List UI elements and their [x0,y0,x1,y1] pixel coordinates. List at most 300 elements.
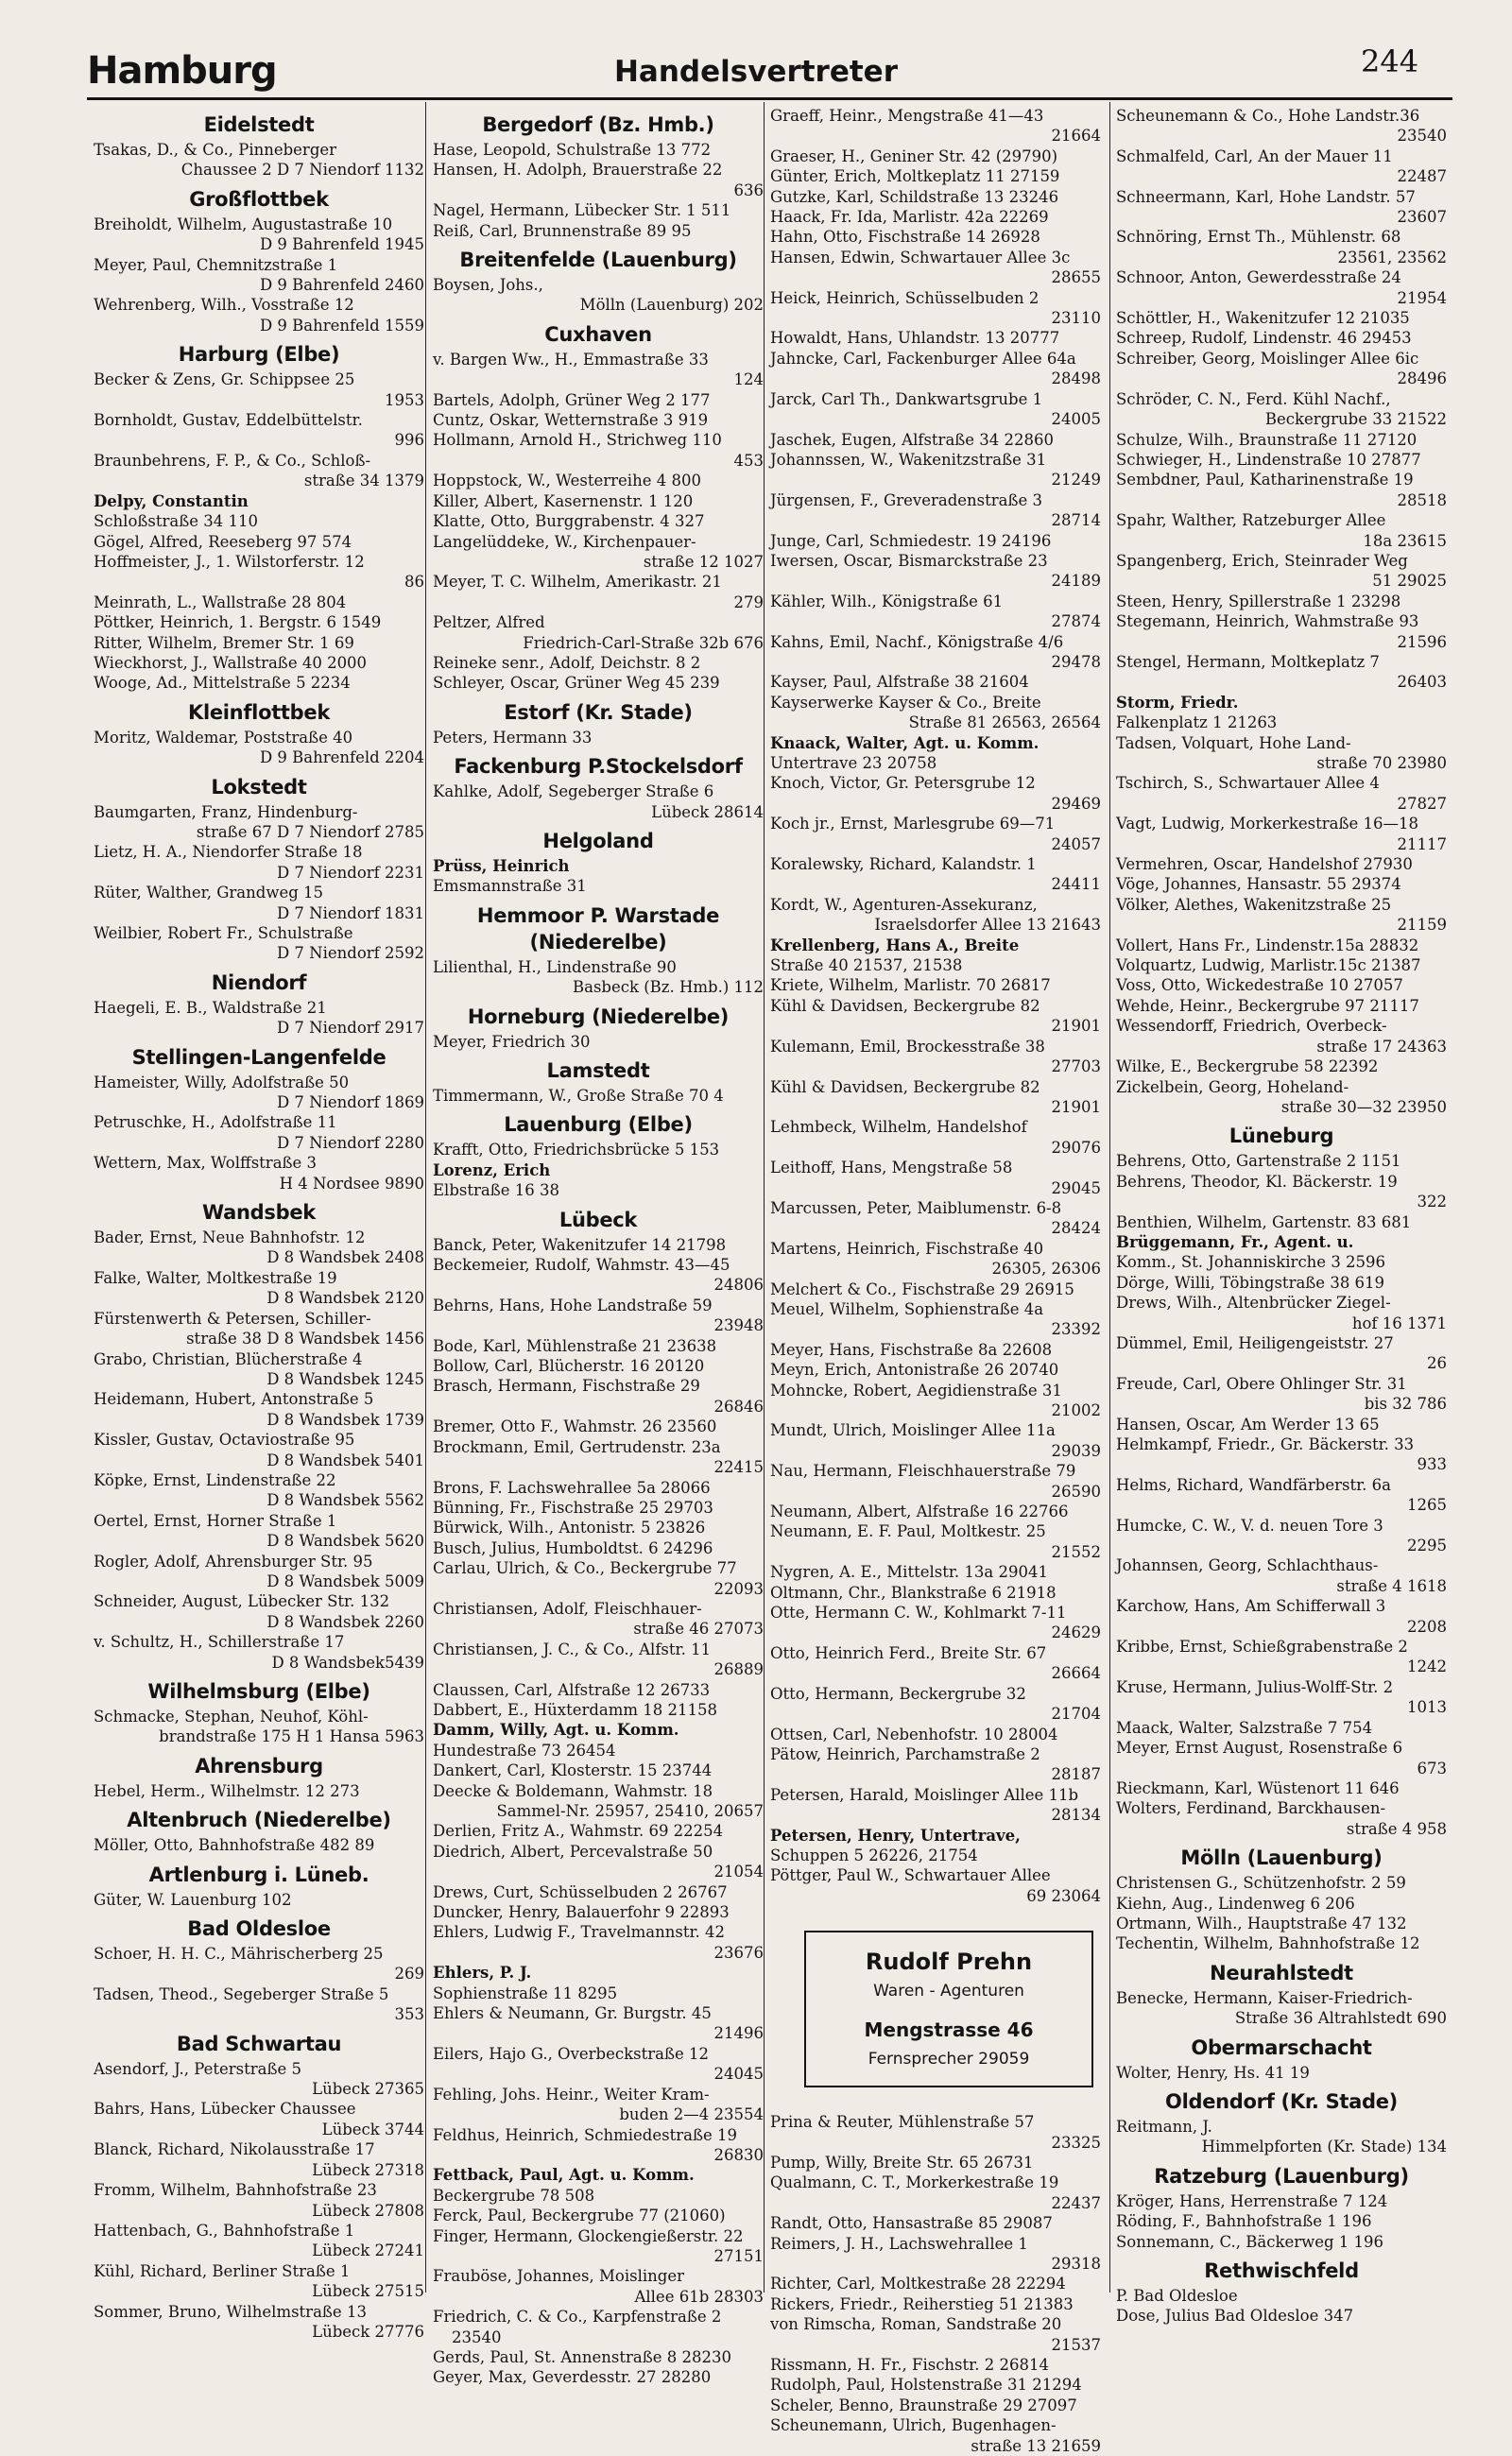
entry-line: 2295 [1407,1537,1447,1555]
entry-line: Hundestraße 73 26454 [433,1741,616,1760]
entry-line: Vermehren, Oscar, Handelshof 27930 [1116,855,1413,874]
place-heading: Bad Oldesloe [187,1917,331,1941]
entry-line: 26403 [1397,673,1447,692]
place-heading: Oldendorf (Kr. Stade) [1165,2089,1398,2113]
directory-entry [94,451,424,491]
entry-line: 933 [1417,1455,1447,1474]
entry-line: Lübeck 28614 [651,802,764,821]
entry-line: P. Bad Oldesloe [1116,2287,1238,2305]
entry-line: 636 [733,180,764,199]
entry-line: Hebel, Herm., Wilhelmstr. 12 273 [94,1781,360,1800]
entry-line: Hahn, Otto, Fischstraße 14 26928 [770,228,1040,247]
entry-line: Ortmann, Wilh., Hauptstraße 47 132 [1116,1914,1407,1932]
directory-entry [770,1865,1101,1906]
entry-line: 21249 [1051,471,1101,489]
directory-entry [770,349,1101,389]
entry-line: Ehlers, Ludwig F., Travelmannstr. 42 [433,1923,726,1942]
entry-line: Komm., St. Johanniskirche 3 2596 [1116,1253,1386,1272]
directory-entry [94,532,424,552]
directory-entry [433,1180,764,1200]
entry-line: Howaldt, Hans, Uhlandstr. 13 20777 [770,329,1060,348]
directory-entry [1116,470,1447,510]
directory-entry [1116,1894,1447,1914]
entry-line: Brons, F. Lachswehrallee 5a 28066 [433,1478,711,1497]
entry-line: 21002 [1051,1401,1101,1419]
directory-entry [1116,814,1447,854]
header-rule [87,97,1452,100]
entry-line: Dabbert, E., Hüxterdamm 18 21158 [433,1700,718,1719]
directory-entry [1116,2211,1447,2231]
entry-line: Reiß, Carl, Brunnenstraße 89 95 [433,221,692,240]
entry-line: 28518 [1397,490,1447,509]
directory-entry [770,592,1101,632]
entry-line: 23607 [1397,208,1447,227]
entry-line: Schöttler, H., Wakenitzufer 12 21035 [1116,309,1410,328]
entry-line: Busch, Julius, Humboldtst. 6 24296 [433,1538,713,1557]
place-heading: Lübeck [558,1208,638,1231]
entry-line: Straße 40 21537, 21538 [770,956,963,975]
entry-line: Baumgarten, Franz, Hindenburg- [94,802,358,821]
directory-entry [770,1744,1101,1785]
entry-line: Knoch, Victor, Gr. Petersgrube 12 [770,774,1036,793]
directory-entry [94,1890,424,1910]
directory-entry [94,1511,424,1552]
entry-line: D 8 Wandsbek 5009 [266,1571,424,1590]
entry-line: 21954 [1397,288,1447,307]
directory-entry [94,673,424,693]
entry-line: Tsakas, D., & Co., Pinneberger [94,141,337,159]
entry-line: Lübeck 27318 [312,2160,424,2179]
entry-line: Haack, Fr. Ida, Marlistr. 42a 22269 [770,208,1049,227]
directory-entry [1116,551,1447,592]
directory-entry [433,491,764,511]
entry-line: 28187 [1051,1765,1101,1784]
directory-entry [433,350,764,390]
entry-line: D 8 Wandsbek 2408 [266,1248,424,1267]
entry-line: Vöge, Johannes, Hansastr. 55 29374 [1116,875,1401,894]
directory-entry [433,221,764,241]
entry-line: Lübeck 27365 [312,2080,424,2099]
entry-line: Schreiber, Georg, Moislinger Allee 6ic [1116,349,1419,368]
entry-line: D 8 Wandsbek 1739 [266,1410,424,1429]
directory-entry [433,1140,764,1159]
entry-line: Nau, Hermann, Fleischhauerstraße 79 [770,1462,1076,1481]
entry-line: straße 4 1618 [1336,1576,1447,1595]
entry-line: Finger, Hermann, Glockengießerstr. 22 [433,2226,744,2245]
directory-entry [94,1632,424,1673]
entry-line: Pöttger, Paul W., Schwartauer Allee [770,1866,1051,1885]
directory-entry [433,471,764,490]
entry-line: Behrns, Hans, Hohe Landstraße 59 [433,1296,713,1314]
entry-line: 23110 [1051,309,1101,328]
entry-line: 24045 [713,2065,764,2084]
place-heading: Obermarschacht [1191,2035,1372,2059]
place-heading: Cuxhaven [544,322,652,346]
directory-entry [1116,1873,1447,1893]
directory-entry [94,1268,424,1309]
entry-line: 26 [1427,1354,1447,1373]
entry-line: Timmermann, W., Große Straße 70 4 [433,1087,724,1105]
directory-entry [1116,733,1447,774]
directory-entry [770,2213,1101,2233]
directory-entry [94,612,424,632]
entry-line: Kissler, Gustav, Octaviostraße 95 [94,1431,355,1450]
entry-line: Freude, Carl, Obere Ohlinger Str. 31 [1116,1374,1407,1393]
directory-entry [770,146,1101,166]
directory-entry [94,295,424,335]
entry-line: 269 [394,1965,424,1984]
directory-entry [1116,1056,1447,1076]
entry-line: 28714 [1051,511,1101,530]
entry-line: Wolter, Henry, Hs. 41 19 [1116,2063,1310,2082]
entry-line: Rogler, Adolf, Ahrensburger Str. 95 [94,1552,373,1571]
directory-entry [94,140,424,180]
directory-entry [1116,2306,1447,2326]
directory-entry [1116,1172,1447,1212]
directory-entry [433,1296,764,1336]
entry-line: Derlien, Fritz A., Wahmstr. 69 22254 [433,1822,724,1841]
directory-entry [94,491,424,511]
entry-line: Petersen, Henry, Untertrave, [770,1826,1021,1845]
directory-entry [433,160,764,200]
directory-entry [433,1902,764,1922]
ad-phone: Fernsprecher 29059 [868,2050,1030,2070]
directory-entry [433,1437,764,1478]
place-heading: Wilhelmsburg (Elbe) [147,1680,370,1703]
entry-line: Leithoff, Hans, Mengstraße 58 [770,1159,1013,1177]
directory-entry [770,2355,1101,2375]
entry-line: 29039 [1051,1441,1101,1460]
entry-line: 21537 [1051,2335,1101,2354]
entry-line: Kähler, Wilh., Königstraße 61 [770,592,1004,610]
entry-line: 24806 [713,1276,764,1295]
directory-entry [770,996,1101,1037]
entry-line: Bader, Ernst, Neue Bahnhofstr. 12 [94,1228,366,1247]
entry-line: Peters, Hermann 33 [433,728,593,747]
directory-entry [433,2367,764,2387]
directory-entry [770,490,1101,531]
entry-line: Allee 61b 28303 [634,2287,764,2306]
entry-line: D 8 Wandsbek 5620 [266,1532,424,1551]
directory-entry [433,1720,764,1740]
directory-entry [1116,1415,1447,1434]
entry-line: Meyer, T. C. Wilhelm, Amerikastr. 21 [433,573,722,592]
entry-line: Banck, Peter, Wakenitzufer 14 21798 [433,1235,727,1254]
directory-entry [433,1558,764,1599]
directory-entry [94,1389,424,1430]
directory-entry [94,2180,424,2221]
entry-line: Lilienthal, H., Lindenstraße 90 [433,957,677,976]
entry-line: Humcke, C. W., V. d. neuen Tore 3 [1116,1516,1383,1535]
directory-entry [1116,450,1447,470]
directory-entry [770,1562,1101,1582]
entry-line: Johannsen, Georg, Schlachthaus- [1116,1556,1379,1575]
entry-line: Wooge, Ad., Mittelstraße 5 2234 [94,674,351,693]
directory-entry [433,1235,764,1255]
entry-line: bis 32 786 [1364,1395,1447,1414]
directory-entry [1116,1555,1447,1596]
entry-line: Nygren, A. E., Mittelstr. 13a 29041 [770,1563,1048,1582]
directory-entry [770,288,1101,329]
entry-line: Pöttker, Heinrich, 1. Bergstr. 6 1549 [94,613,382,632]
entry-line: Kribbe, Ernst, Schießgrabenstraße 2 [1116,1638,1408,1657]
directory-entry [770,1461,1101,1502]
entry-line: 673 [1417,1759,1447,1778]
entry-line: Schloßstraße 34 110 [94,512,258,531]
entry-line: Rüter, Walther, Grandweg 15 [94,884,324,902]
directory-entry [1116,1374,1447,1415]
entry-line: 69 23064 [1026,1886,1101,1905]
entry-line: 21117 [1397,834,1447,853]
directory-entry [94,1944,424,1984]
entry-line: 23948 [713,1316,764,1335]
directory-entry [1116,611,1447,652]
place-heading: Lokstedt [211,775,307,799]
directory-entry [770,1603,1101,1643]
entry-line: Dörge, Willi, Töbingstraße 38 619 [1116,1273,1385,1292]
entry-line: 21704 [1051,1705,1101,1724]
entry-line: Lorenz, Erich [433,1160,551,1179]
entry-line: straße 46 27073 [633,1620,764,1639]
entry-line: 26590 [1051,1482,1101,1501]
entry-line: 26664 [1051,1664,1101,1683]
ad-address: Mengstrasse 46 [864,2018,1034,2042]
directory-entry [770,328,1101,348]
entry-line: Ottsen, Carl, Nebenhofstr. 10 28004 [770,1725,1058,1743]
entry-line: Günter, Erich, Moltkeplatz 11 27159 [770,167,1060,186]
entry-line: 28424 [1051,1219,1101,1238]
directory-entry [433,957,764,998]
directory-entry [433,1336,764,1356]
directory-entry [433,2226,764,2267]
column-divider [1109,102,1110,2293]
directory-entry [94,511,424,531]
entry-line: Kröger, Hans, Herrenstraße 7 124 [1116,2191,1388,2210]
directory-entry [94,2059,424,2100]
place-heading: Eidelstedt [203,113,315,136]
directory-entry [1116,1077,1447,1118]
entry-line: Kulemann, Emil, Brockesstraße 38 [770,1037,1045,1056]
entry-line: 23392 [1051,1320,1101,1339]
directory-entry [770,450,1101,490]
entry-line: Geyer, Max, Geverdesstr. 27 28280 [433,2368,712,2387]
entry-line: Meuel, Wilhelm, Sophienstraße 4a [770,1299,1044,1318]
entry-line: Bürwick, Wilh., Antonistr. 5 23826 [433,1519,706,1537]
entry-line: Jürgensen, F., Greveradenstraße 3 [770,490,1042,509]
directory-entry [433,410,764,430]
entry-line: Hameister, Willy, Adolfstraße 50 [94,1073,350,1091]
directory-entry [94,1591,424,1632]
directory-entry [1116,2063,1447,2083]
entry-line: D 7 Niendorf 1869 [276,1093,424,1112]
entry-line: Pätow, Heinrich, Parchamstraße 2 [770,1744,1040,1763]
entry-line: Deecke & Boldemann, Wahmstr. 18 [433,1781,713,1800]
entry-line: Hoffmeister, J., 1. Wilstorferstr. 12 [94,552,365,571]
entry-line: 22487 [1397,167,1447,186]
entry-line: Bartels, Adolph, Grüner Weg 2 177 [433,390,711,409]
directory-entry [433,2125,764,2166]
place-heading: Wandsbek [202,1201,316,1225]
directory-entry [433,1963,764,1983]
entry-line: Becker & Zens, Gr. Schippsee 25 [94,370,355,389]
directory-entry [1116,1914,1447,1933]
entry-line: Maack, Walter, Salzstraße 7 754 [1116,1718,1373,1737]
directory-entry [433,390,764,410]
entry-line: 28134 [1051,1806,1101,1825]
entry-line: Techentin, Wilhelm, Bahnhofstraße 12 [1116,1934,1420,1953]
directory-entry [770,1340,1101,1360]
entry-line: 24411 [1051,875,1101,894]
entry-line: Beckergrube 78 508 [433,2186,595,2205]
directory-entry [433,2165,764,2185]
entry-line: 1242 [1407,1657,1447,1676]
directory-entry [770,1117,1101,1158]
entry-line: 996 [394,431,424,450]
entry-line: Qualmann, C. T., Morkerkestraße 19 [770,2173,1059,2192]
entry-line: Jarck, Carl Th., Dankwartsgrube 1 [770,389,1043,408]
directory-entry [770,854,1101,895]
entry-line: Scheunemann & Co., Hohe Landstr.36 [1116,107,1420,125]
directory-entry [433,1255,764,1296]
directory-entry [770,551,1101,592]
entry-line: Israelsdorfer Allee 13 21643 [874,916,1101,935]
directory-entry [433,1518,764,1537]
directory-entry [94,923,424,964]
directory-entry [1116,349,1447,389]
directory-entry [770,1280,1101,1299]
entry-line: Petruschke, H., Adolfstraße 11 [94,1113,337,1132]
entry-line: Hansen, Oscar, Am Werder 13 65 [1116,1415,1380,1434]
entry-line: Möller, Otto, Bahnhofstraße 482 89 [94,1836,375,1855]
entry-line: Frauböse, Johannes, Moislinger [433,2267,684,2286]
entry-line: Güter, W. Lauenburg 102 [94,1890,292,1909]
entry-line: Falke, Walter, Moltkestraße 19 [94,1268,337,1287]
entry-line: Sophienstraße 11 8295 [433,1984,618,2002]
entry-line: 21054 [713,1863,764,1881]
entry-line: Wilke, E., Beckergrube 58 22392 [1116,1057,1379,1076]
entry-line: Lübeck 27241 [312,2241,424,2260]
directory-entry [1116,1333,1447,1374]
directory-entry [1116,328,1447,348]
directory-entry [770,531,1101,551]
directory-entry [1116,1252,1447,1272]
entry-line: Langelüddeke, W., Kirchenpauer- [433,532,696,551]
entry-line: Kayserwerke Kayser & Co., Breite [770,693,1041,712]
place-heading: Breitenfelde (Lauenburg) [459,249,737,272]
entry-line: straße 17 24363 [1316,1037,1447,1056]
directory-entry [94,1470,424,1511]
directory-entry [433,2206,764,2225]
entry-line: Mölln (Lauenburg) 202 [579,296,764,315]
header-city: Hamburg [87,49,277,93]
directory-entry [1116,975,1447,995]
directory-entry [1116,1718,1447,1738]
entry-line: Jaschek, Eugen, Alfstraße 34 22860 [770,430,1055,449]
directory-entry [94,1552,424,1592]
entry-line: 29045 [1051,1178,1101,1197]
entry-line: Otto, Hermann, Beckergrube 32 [770,1684,1026,1703]
entry-line: Boysen, Johs., [433,276,543,295]
entry-line: Beckergrube 33 21522 [1264,410,1447,429]
place-heading: Fackenburg P.Stockelsdorf [454,755,743,779]
directory-entry [770,2173,1101,2213]
directory-entry [433,275,764,316]
entry-line: Bode, Karl, Mühlenstraße 21 23638 [433,1336,717,1355]
entry-line: Basbeck (Bz. Hmb.) 112 [572,978,764,997]
directory-column-3 [770,106,1101,2455]
entry-line: Graeser, H., Geniner Str. 42 (29790) [770,146,1058,165]
entry-line: Schwieger, H., Lindenstraße 10 27877 [1116,450,1421,469]
entry-line: Untertrave 23 20758 [770,754,937,772]
place-heading: Mölln (Lauenburg) [1180,1846,1383,1870]
entry-line: Marcussen, Peter, Maiblumenstr. 6-8 [770,1198,1062,1217]
advertisement-box [804,1931,1093,2087]
entry-line: 24005 [1051,410,1101,429]
entry-line: Diedrich, Albert, Percevalstraße 50 [433,1842,713,1861]
directory-entry [433,728,764,747]
entry-line: Meinrath, L., Wallstraße 28 804 [94,593,347,611]
directory-entry [94,1153,424,1194]
entry-line: Christiansen, Adolf, Fleischhauer- [433,1599,702,1618]
entry-line: Voss, Otto, Wickedestraße 10 27057 [1116,976,1403,995]
entry-line: straße 34 1379 [303,472,424,490]
ad-subtitle: Waren - Agenturen [873,1982,1024,2001]
entry-line: Bahrs, Hans, Lübecker Chaussee [94,2100,356,2119]
directory-entry [433,2266,764,2307]
directory-entry [433,1922,764,1963]
directory-entry [770,1521,1101,1562]
entry-line: Neumann, E. F. Paul, Moltkestr. 25 [770,1522,1046,1541]
entry-line: Weilbier, Robert Fr., Schulstraße [94,924,353,942]
directory-entry [1116,1293,1447,1333]
place-heading: Ratzeburg (Lauenburg) [1154,2164,1409,2188]
entry-line: Völker, Alethes, Wakenitzstraße 25 [1116,895,1392,914]
entry-line: Hollmann, Arnold H., Strichweg 110 [433,431,722,450]
directory-entry [770,1420,1101,1461]
entry-line: Johannssen, W., Wakenitzstraße 31 [770,450,1047,469]
directory-entry [770,693,1101,733]
entry-line: 27703 [1051,1057,1101,1076]
directory-entry [1116,652,1447,693]
directory-entry [1116,2117,1447,2157]
directory-entry [433,673,764,693]
entry-line: D 9 Bahrenfeld 2460 [259,276,424,295]
entry-line: H 4 Nordsee 9890 [279,1174,424,1193]
directory-entry [94,255,424,296]
entry-line: Chaussee 2 D 7 Niendorf 1132 [180,161,424,180]
directory-column-4 [1116,106,1447,2326]
entry-line: 453 [733,451,764,470]
entry-line: Moritz, Waldemar, Poststraße 40 [94,728,353,747]
entry-line: Wieckhorst, J., Wallstraße 40 2000 [94,653,368,672]
directory-entry [433,511,764,531]
entry-line: Schmacke, Stephan, Neuhof, Köhl- [94,1708,369,1726]
entry-line: Grabo, Christian, Blücherstraße 4 [94,1349,363,1368]
entry-line: Tschirch, S., Schwartauer Allee 4 [1116,774,1380,793]
directory-entry [1116,773,1447,814]
entry-line: Benecke, Hermann, Kaiser-Friedrich- [1116,1988,1413,2007]
entry-line: Gögel, Alfred, Reeseberg 97 574 [94,532,352,551]
directory-entry [94,1349,424,1390]
directory-entry [770,936,1101,955]
directory-entry [770,814,1101,854]
directory-entry [433,1640,764,1680]
directory-entry [1116,854,1447,874]
directory-entry [770,1725,1101,1744]
directory-column-1 [94,106,424,2341]
entry-line: 21159 [1397,916,1447,935]
entry-line: Schnoor, Anton, Gewerdesstraße 24 [1116,268,1401,287]
